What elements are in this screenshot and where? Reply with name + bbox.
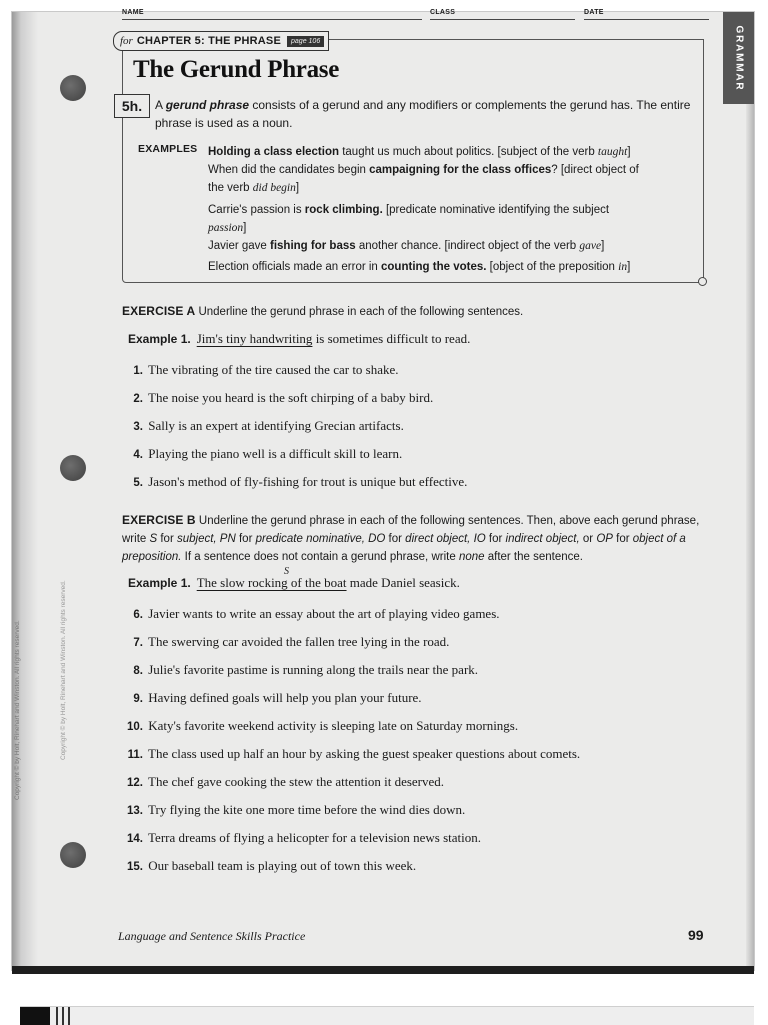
binding-edge bbox=[12, 12, 38, 970]
date-field-label: DATE bbox=[584, 9, 604, 16]
exercise-b-instruction bbox=[122, 515, 699, 563]
example-sentence-run: campaigning for the class offices bbox=[369, 164, 552, 176]
chapter-prefix: for bbox=[120, 35, 133, 47]
example-sentence-run: ] bbox=[295, 182, 300, 194]
example-sentence bbox=[208, 143, 688, 161]
exercise-a-heading bbox=[122, 302, 702, 321]
exercise-b-instruction-run: object of a preposition. bbox=[122, 533, 686, 563]
section-tab-label: GRAMMAR bbox=[733, 25, 744, 91]
sentence-number: 11. bbox=[127, 749, 143, 761]
exercise-sentence[interactable] bbox=[118, 773, 444, 792]
section-tab bbox=[723, 12, 754, 104]
examples-label: EXAMPLES bbox=[138, 143, 198, 155]
exercise-sentence[interactable] bbox=[118, 829, 481, 848]
sentence-number: 1. bbox=[133, 365, 143, 377]
exercise-b-instruction-run: OP bbox=[596, 533, 613, 545]
example-sentence-run: [predicate nominative identifying the subject bbox=[382, 204, 610, 216]
exercise-a-instruction: Underline the gerund phrase in each of the following sentences. bbox=[198, 306, 524, 318]
rule-definition bbox=[155, 96, 695, 132]
sentence-number: 15. bbox=[127, 861, 143, 873]
exercise-b-instruction-run: indirect object, bbox=[505, 533, 580, 545]
sentence-number: 7. bbox=[133, 637, 143, 649]
example-rest: is sometimes difficult to read. bbox=[312, 331, 471, 346]
example-underlined-phrase: Jim's tiny handwriting bbox=[196, 331, 313, 346]
chapter-title: CHAPTER 5: THE PHRASE bbox=[136, 35, 282, 47]
page-number: 99 bbox=[688, 927, 704, 943]
exercise-b-instruction-run: for bbox=[485, 533, 506, 545]
punch-hole-middle bbox=[60, 455, 86, 481]
exercise-b-instruction-run: after the sentence. bbox=[484, 551, 583, 563]
footer-book-title: Language and Sentence Skills Practice bbox=[118, 929, 306, 943]
sentence-text: Playing the piano well is a difficult skill to learn. bbox=[145, 446, 403, 461]
exercise-sentence[interactable] bbox=[118, 445, 402, 464]
example-sentence-run: did begin bbox=[252, 182, 296, 194]
sentence-number: 10. bbox=[127, 721, 143, 733]
example-sentence-run: rock climbing. bbox=[304, 204, 383, 216]
sentence-text: Our baseball team is playing out of town this week. bbox=[145, 858, 417, 873]
example-sentence-run: Election officials made an error in bbox=[208, 261, 382, 273]
chapter-label bbox=[113, 31, 329, 51]
sentence-text: Javier wants to write an essay about the art of playing video games. bbox=[145, 606, 500, 621]
exercise-b-example bbox=[128, 575, 460, 591]
sentence-text: Julie's favorite pastime is running along the trails near the park. bbox=[145, 662, 479, 677]
exercise-b-title: EXERCISE B bbox=[122, 513, 196, 527]
exercise-sentence[interactable] bbox=[118, 361, 399, 380]
example-sentence-run: fishing for bass bbox=[270, 240, 356, 252]
example-rest: made Daniel seasick. bbox=[346, 575, 460, 590]
exercise-b-instruction-run: S bbox=[149, 533, 158, 545]
date-field-line bbox=[584, 19, 709, 20]
example-sentence-run: counting the votes. bbox=[381, 261, 487, 273]
sentence-number: 14. bbox=[127, 833, 143, 845]
rule-definition-run: consists of a gerund and any modifiers or complements the gerund has. The entire phrase is used as a noun. bbox=[155, 98, 691, 130]
example-label: Example 1. bbox=[128, 576, 191, 590]
sentence-text: Sally is an expert at identifying Grecian artifacts. bbox=[145, 418, 404, 433]
rule-number: 5h. bbox=[114, 94, 150, 118]
next-page-edge bbox=[20, 1006, 754, 1025]
example-sentence-run: ] bbox=[601, 240, 605, 252]
name-field-line bbox=[122, 19, 422, 20]
example-sentence bbox=[208, 161, 688, 179]
exercise-sentence[interactable] bbox=[118, 417, 404, 436]
punch-hole-bottom bbox=[60, 842, 86, 868]
example-sentence-run: When did the candidates begin bbox=[208, 164, 370, 176]
example-answer-mark: S bbox=[284, 566, 289, 577]
example-sentence-run: ] bbox=[627, 146, 631, 158]
exercise-b-heading bbox=[122, 511, 707, 566]
example-sentence bbox=[208, 179, 688, 197]
example-sentence bbox=[208, 258, 688, 276]
exercise-sentence[interactable] bbox=[118, 633, 449, 652]
sentence-number: 2. bbox=[133, 393, 143, 405]
page-title: The Gerund Phrase bbox=[133, 56, 340, 83]
example-sentence-run: Holding a class election bbox=[208, 146, 340, 158]
example-sentence-run: passion bbox=[208, 222, 244, 234]
rule-definition-run: gerund phrase bbox=[165, 98, 250, 112]
class-field-line bbox=[430, 19, 575, 20]
exercise-b-instruction-run: subject, PN bbox=[176, 533, 236, 545]
sentence-text: Try flying the kite one more time before the wind dies down. bbox=[145, 802, 466, 817]
example-sentence-run: Javier gave bbox=[208, 240, 271, 252]
sentence-text: Katy's favorite weekend activity is sleeping late on Saturday mornings. bbox=[145, 718, 519, 733]
sentence-text: The vibrating of the tire caused the car to shake. bbox=[145, 362, 399, 377]
exercise-b-instruction-run: for bbox=[157, 533, 177, 545]
exercise-sentence[interactable] bbox=[118, 801, 465, 820]
copyright-notice: Copyright © by Holt, Rinehart and Winston. All rights reserved. bbox=[14, 620, 21, 800]
example-sentence-run: taught us much about politics. [subject of the verb bbox=[339, 146, 598, 158]
exercise-b-instruction-run: If a sentence does not contain a gerund phrase, write bbox=[181, 551, 459, 563]
sentence-number: 4. bbox=[133, 449, 143, 461]
sentence-number: 6. bbox=[133, 609, 143, 621]
class-field-label: CLASS bbox=[430, 9, 456, 16]
example-sentence-run: another chance. [indirect object of the verb bbox=[355, 240, 580, 252]
exercise-b-instruction-run: direct object, IO bbox=[405, 533, 486, 545]
example-sentence-run: taught bbox=[597, 146, 628, 158]
exercise-b-instruction-run: or bbox=[579, 533, 597, 545]
exercise-a-example bbox=[128, 331, 470, 347]
example-sentence-run: in bbox=[618, 261, 628, 273]
sentence-text: The noise you heard is the soft chirping of a baby bird. bbox=[145, 390, 434, 405]
example-sentence-run: [object of the preposition bbox=[486, 261, 619, 273]
example-sentence-run: ] bbox=[243, 222, 247, 234]
exercise-sentence[interactable] bbox=[118, 605, 500, 624]
name-field-label: NAME bbox=[122, 9, 144, 16]
punch-hole-top bbox=[60, 75, 86, 101]
exercise-b-instruction-run: predicate nominative, DO bbox=[255, 533, 386, 545]
exercise-sentence[interactable] bbox=[118, 661, 478, 680]
sentence-text: Having defined goals will help you plan your future. bbox=[145, 690, 422, 705]
exercise-b-instruction-run: for bbox=[385, 533, 406, 545]
example-sentence-run: Carrie's passion is bbox=[208, 204, 305, 216]
exercise-sentence[interactable] bbox=[118, 689, 422, 708]
rule-box-end-dot bbox=[698, 277, 707, 286]
example-sentence-run: the verb bbox=[208, 182, 253, 194]
exercise-sentence[interactable] bbox=[118, 717, 518, 736]
exercise-b-instruction-run: for bbox=[612, 533, 633, 545]
exercise-sentence[interactable] bbox=[118, 857, 416, 876]
exercise-b-instruction-run: none bbox=[458, 551, 485, 563]
exercise-b-instruction-run: for bbox=[235, 533, 256, 545]
sentence-number: 3. bbox=[133, 421, 143, 433]
sentence-number: 9. bbox=[133, 693, 143, 705]
exercise-a-title: EXERCISE A bbox=[122, 304, 196, 318]
example-sentence bbox=[208, 201, 688, 219]
copyright-notice-faint: Copyright © by Holt, Rinehart and Winston. All rights reserved. bbox=[60, 580, 67, 760]
sentence-number: 13. bbox=[127, 805, 143, 817]
sentence-number: 8. bbox=[133, 665, 143, 677]
sentence-text: Jason's method of fly-fishing for trout is unique but effective. bbox=[145, 474, 468, 489]
exercise-b-instruction-run: Underline the gerund phrase in each of the following sentences. Then, above each gerund phrase, write bbox=[122, 515, 700, 545]
sentence-number: 12. bbox=[127, 777, 143, 789]
example-sentence-run: ] bbox=[627, 261, 631, 273]
sentence-text: Terra dreams of flying a helicopter for a television news station. bbox=[145, 830, 482, 845]
example-sentence bbox=[208, 219, 688, 237]
sentence-text: The class used up half an hour by asking the guest speaker questions about comets. bbox=[145, 746, 581, 761]
sentence-number: 5. bbox=[133, 477, 143, 489]
example-sentence-run: ? [direct object of bbox=[551, 164, 639, 176]
page-bottom-edge bbox=[12, 966, 754, 974]
example-sentence bbox=[208, 237, 688, 255]
page-edge bbox=[746, 12, 754, 970]
exercise-sentence[interactable] bbox=[118, 473, 467, 492]
example-sentence-run: gave bbox=[579, 240, 602, 252]
page-reference: page 106 bbox=[287, 36, 324, 47]
example-underlined-phrase: The slow rocking of the boat bbox=[196, 575, 347, 590]
exercise-sentence[interactable] bbox=[118, 389, 433, 408]
example-label: Example 1. bbox=[128, 332, 191, 346]
sentence-text: The chef gave cooking the stew the attention it deserved. bbox=[145, 774, 445, 789]
sentence-text: The swerving car avoided the fallen tree lying in the road. bbox=[145, 634, 450, 649]
rule-definition-run: A bbox=[155, 98, 166, 112]
exercise-sentence[interactable] bbox=[118, 745, 580, 764]
